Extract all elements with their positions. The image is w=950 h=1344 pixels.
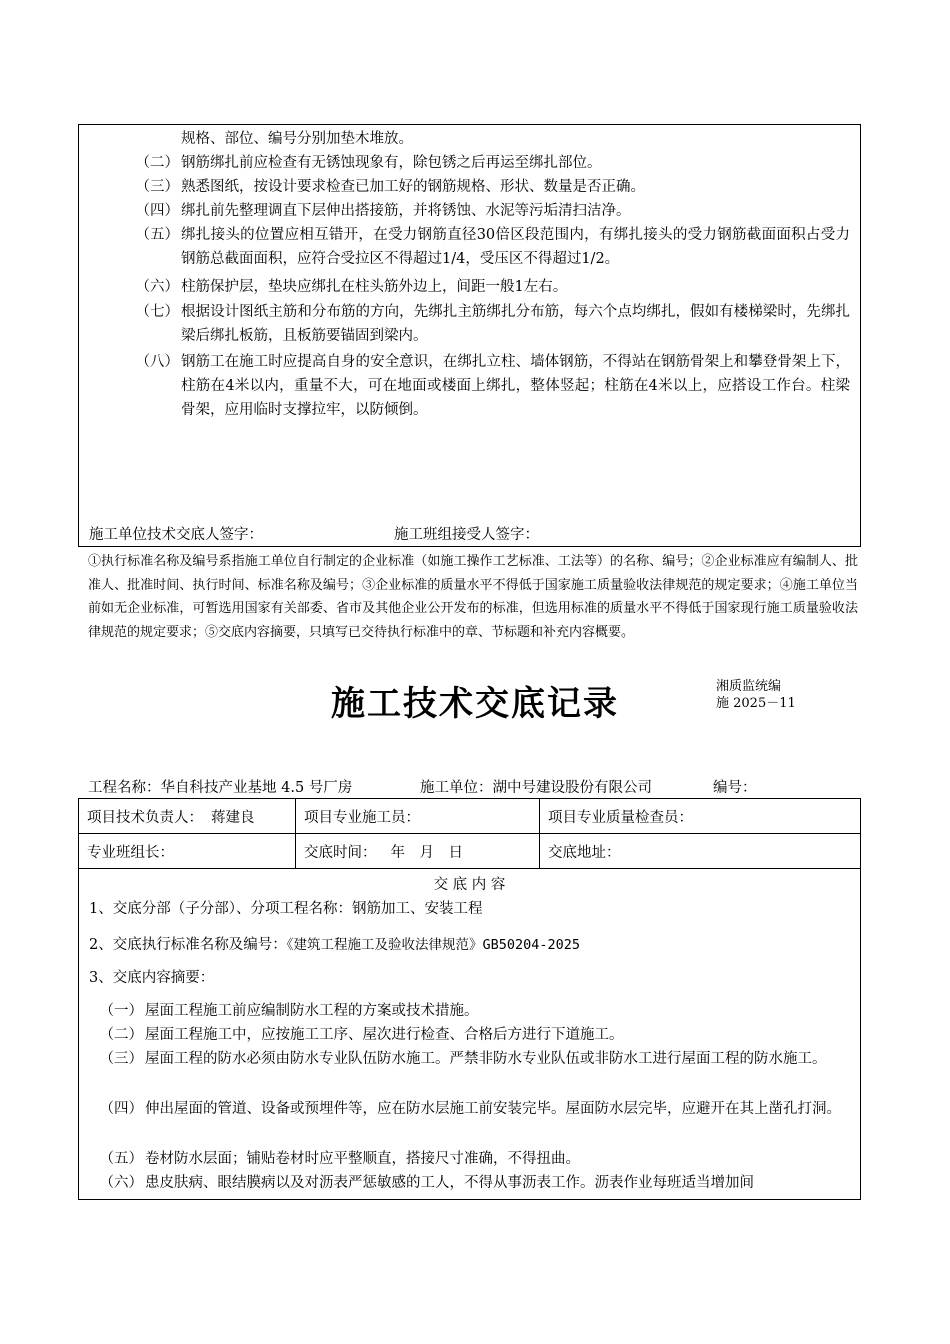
- handover-time-value: 年 月 日: [390, 844, 463, 861]
- table-row: [79, 799, 860, 833]
- content-header: 交 底 内 容: [433, 877, 506, 893]
- form-code-line2: 施 2025－11: [716, 696, 796, 711]
- footnote: ①执行标准名称及编号系指施工单位自行制定的企业标准（如施工操作工艺标准、工法等）的名称、编号；②企业标准应有编制人、批准人、批准时间、执行时间、标准名称及编号；③企业标准的质量水平不得低于国家施工质量验收法律规范的规定要求；④施工单位当前如无企业标准，可暂选用国家有关部委、省市及其他企业公开发布的标准，但选用标准的质量水平不得低于国家现行施工质量验收法律规范的规定要求；⑤交底内容摘要，只填写已交待执行标准中的章、节标题和补充内容概要。: [88, 554, 858, 640]
- item-number: （六）: [99, 1175, 143, 1191]
- team-leader-cell: 专业班组长：: [87, 844, 174, 861]
- item-number: （五）: [135, 227, 179, 243]
- tech-lead-cell: [79, 799, 295, 833]
- item-text: 根据设计图纸主筋和分布筋的方向，先绑扎主筋绑扎分布筋，每六个点均绑扎，假如有楼梯梁时，先绑扎梁后绑扎板筋，且板筋要锚固到梁内。: [181, 304, 850, 344]
- construction-unit: 施工单位：湖中号建设股份有限公司: [420, 780, 652, 796]
- project-name: 工程名称：华自科技产业基地 4.5 号厂房: [88, 780, 353, 796]
- record-number: 编号：: [713, 780, 757, 796]
- item-text: 绑扎前先整理调直下层伸出搭接筋，并将锈蚀、水泥等污垢清扫洁净。: [181, 203, 631, 219]
- item-number: （一）: [99, 1003, 143, 1019]
- item-number: （四）: [135, 203, 179, 219]
- item-text: 钢筋工在施工时应提高自身的安全意识，在绑扎立柱、墙体钢筋，不得站在钢筋骨架上和攀登骨架上下，柱筋在4米以内，重量不大，可在地面或楼面上绑扎，整体竖起；柱筋在4米以上，应搭设工作台。柱梁骨架，应用临时支撑拉牢，以防倾倒。: [181, 354, 850, 418]
- item-number: （八）: [135, 354, 179, 370]
- item-text: 熟悉图纸，按设计要求检查已加工好的钢筋规格、形状、数量是否正确。: [181, 179, 645, 195]
- handover-location-cell: 交底地址：: [548, 844, 621, 861]
- handover-time-label: 交底时间：: [304, 844, 377, 861]
- form-table: [78, 798, 861, 1200]
- table-row: [79, 834, 860, 868]
- item-text: 卷材防水层面；铺贴卷材时应平整顺直，搭接尺寸准确，不得扭曲。: [145, 1151, 580, 1167]
- item-number: （四）: [99, 1101, 143, 1117]
- item-text: 钢筋绑扎前应检查有无锈蚀现象有，除包锈之后再运至绑扎部位。: [181, 155, 602, 171]
- handover-time-cell: [296, 834, 539, 868]
- item-text: 患皮肤病、眼结膜病以及对沥表严惩敏感的工人，不得从事沥表工作。沥表作业每班适当增加间: [145, 1175, 754, 1191]
- item-text: 屋面工程的防水必须由防水专业队伍防水施工。严禁非防水专业队伍或非防水工进行屋面工程的防水施工。: [145, 1051, 827, 1067]
- page-title: 施工技术交底记录: [331, 684, 619, 724]
- tech-lead-name: 蒋建良: [211, 809, 255, 826]
- standard-label: 2、交底执行标准名称及编号：: [89, 937, 287, 953]
- item-number: （二）: [99, 1027, 143, 1043]
- construction-staff-cell: 项目专业施工员：: [304, 809, 420, 826]
- item-number: （三）: [135, 179, 179, 195]
- standard-line: [89, 933, 580, 954]
- summary-label: 3、交底内容摘要：: [89, 970, 215, 986]
- item-text: 柱筋保护层，垫块应绑扎在柱头筋外边上，间距一般1左右。: [181, 279, 568, 295]
- form-code: [716, 678, 796, 712]
- item-text: 绑扎接头的位置应相互错开，在受力钢筋直径30倍区段范围内，有绑扎接头的受力钢筋截面面积占受力钢筋总截面面积，应符合受拉区不得超过1/4，受压区不得超过1/2。: [181, 227, 850, 267]
- item-number: （五）: [99, 1151, 143, 1167]
- item-number: （三）: [99, 1051, 143, 1067]
- item-text: 屋面工程施工前应编制防水工程的方案或技术措施。: [145, 1003, 479, 1019]
- standard-value: 《建筑工程施工及验收法律规范》GB50204-2025: [286, 937, 581, 953]
- form-code-line1: 湘质监统编: [716, 679, 782, 694]
- section-name-line: 1、交底分部（子分部）、分项工程名称：钢筋加工、安装工程: [89, 901, 483, 917]
- item-number: （二）: [135, 155, 179, 171]
- receiver-signature: 施工班组接受人签字：: [394, 527, 539, 543]
- technician-signature: 施工单位技术交底人签字：: [89, 527, 263, 543]
- item-number: （七）: [135, 304, 179, 320]
- item-text: 伸出屋面的管道、设备或预埋件等，应在防水层施工前安装完毕。屋面防水层完毕，应避开在其上凿孔打洞。: [145, 1101, 841, 1117]
- quality-inspector-cell: 项目专业质量检查员：: [548, 809, 693, 826]
- item-continuation: 规格、部位、编号分别加垫木堆放。: [181, 131, 413, 147]
- top-content-box: [78, 124, 861, 547]
- item-number: （六）: [135, 279, 179, 295]
- item-text: 屋面工程施工中，应按施工工序、屋次进行检查、合格后方进行下道施工。: [145, 1027, 624, 1043]
- tech-lead-label: 项目技术负责人：: [87, 809, 203, 826]
